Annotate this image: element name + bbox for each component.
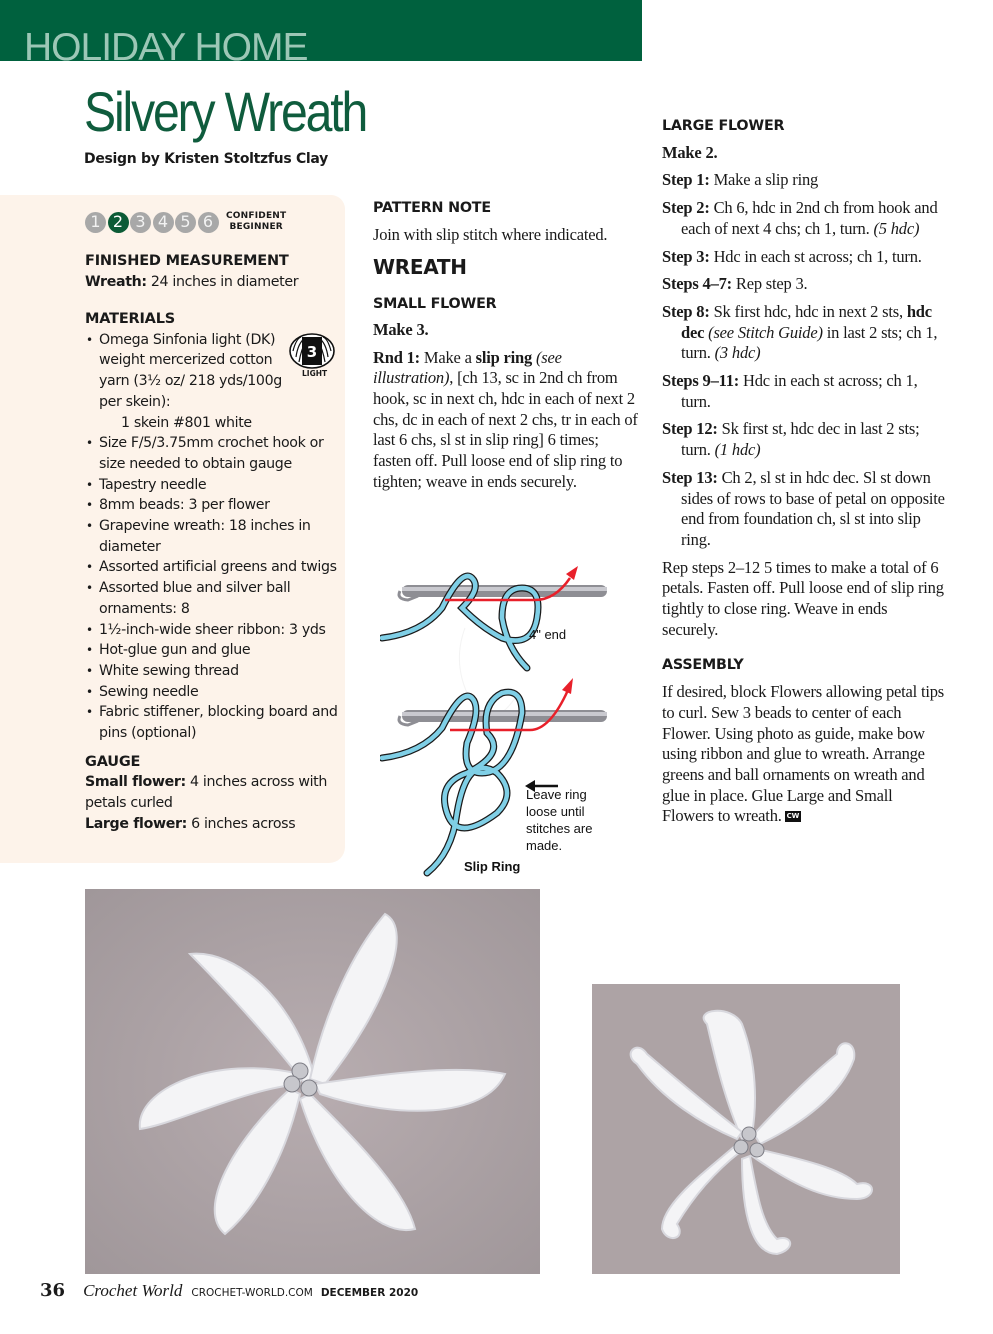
skill-dot-selected: 2 — [108, 212, 129, 233]
step-13: Step 13: Ch 2, sl st in hdc dec. Sl st down sides of rows to base of petal on opposite end from foundation ch, sl st into slip ring. — [662, 467, 945, 549]
list-item: • Assorted blue and silver ball ornaments: 8 — [85, 578, 340, 619]
finished-label: Wreath: — [85, 273, 147, 290]
page-title: Silvery Wreath — [84, 80, 367, 143]
small-flower-make: Make 3. — [373, 319, 429, 339]
section-label: HOLIDAY HOME — [24, 26, 308, 64]
repeat-text: Rep steps 2–12 5 times to make a total of 6 petals. Fasten off. Pull loose end of slip ring tightly to close ring. Weave in ends securely. — [662, 557, 944, 639]
website-link[interactable]: CROCHET-WORLD.COM — [191, 1287, 313, 1299]
skill-dot: 1 — [85, 212, 106, 233]
small-flower-heading: SMALL FLOWER — [373, 296, 497, 313]
rnd1-text: Rnd 1: Make a slip ring (see illustration), [ch 13, sc in 2nd ch from hook, sc in next ch, hdc in each of next 2 chs, dc in each of next 2 chs, tr in each of last 6 chs, sl st in slip ring] 6 times; fasten off. Pull loose end of slip ring to tighten; weave in ends securely. — [373, 347, 638, 491]
list-item: • Tapestry needle — [85, 475, 340, 496]
end-mark-badge: CW — [786, 812, 800, 821]
diagram-caption: Slip Ring — [464, 859, 521, 874]
issue-date: DECEMBER 2020 — [320, 1287, 419, 1299]
materials-list — [85, 330, 340, 744]
materials-section — [85, 309, 340, 835]
list-item: • Sewing needle — [85, 682, 340, 703]
small-flower-photo — [592, 984, 900, 1274]
skill-label: CONFIDENT BEGINNER — [226, 211, 287, 232]
flower-image — [592, 984, 900, 1274]
list-item: • Fabric stiffener, blocking board and pins (optional) — [85, 702, 340, 743]
skill-level — [85, 211, 286, 233]
materials-heading: MATERIALS — [85, 311, 175, 327]
list-item: • Assorted artificial greens and twigs — [85, 557, 340, 578]
list-item: • Size F/5/3.75mm crochet hook or size needed to obtain gauge — [85, 433, 340, 474]
list-item: • 1½-inch-wide sheer ribbon: 3 yds — [85, 620, 340, 641]
yarn-weight-number: 3 — [306, 343, 318, 361]
step-12: Step 12: Sk first st, hdc dec in last 2 sts; turn. (1 hdc) — [662, 419, 920, 460]
page-number: 36 — [40, 1280, 66, 1301]
step-2: Step 2: Ch 6, hdc in 2nd ch from hook and each of next 4 chs; ch 1, turn. (5 hdc) — [662, 198, 938, 238]
byline: Design by Kristen Stoltzfus Clay — [84, 151, 328, 167]
middle-column — [373, 198, 638, 492]
skill-dot: 6 — [198, 212, 219, 233]
flower-image — [85, 889, 540, 1274]
finished-heading: FINISHED MEASUREMENT — [85, 253, 289, 269]
skill-dot: 4 — [153, 212, 174, 233]
arrow-head-icon — [566, 566, 578, 580]
gauge-small-label: Small flower: — [85, 774, 186, 791]
diagram-label-leave: Leave ring loose until stitches are made. — [526, 787, 593, 853]
skill-dot: 5 — [175, 212, 196, 233]
assembly-text: If desired, block Flowers allowing petal tips to curl. Sew 3 beads to center of each Flower. Using photo as guide, make bow using ribbon and glue to wreath. Arrange greens and ball ornaments on wreath and glue in place. Glue Large and Small Flowers to wreath. CW — [662, 682, 944, 826]
pattern-note-text: Join with slip stitch where indicated. — [373, 224, 608, 244]
wreath-heading: WREATH — [373, 255, 467, 280]
step-8: Step 8: Sk first hdc, hdc in next 2 sts, hdc dec (see Stitch Guide) in last 2 sts; ch 1, turn. (3 hdc) — [662, 301, 938, 363]
gauge-small-value: 4 inches across with petals curled — [85, 774, 328, 812]
crochet-hook-icon — [399, 710, 607, 725]
step-1: Step 1: Make a slip ring — [662, 170, 819, 190]
step-3: Step 3: Hdc in each st across; ch 1, turn. — [662, 246, 922, 266]
finished-measurement — [85, 251, 340, 292]
arrow-head-icon — [562, 678, 573, 694]
right-column — [662, 116, 947, 827]
gauge-heading: GAUGE — [85, 753, 141, 770]
gauge-large-label: Large flower: — [85, 815, 187, 832]
large-flower-photo — [85, 889, 540, 1274]
large-flower-heading: LARGE FLOWER — [662, 118, 785, 134]
page-footer — [40, 1280, 418, 1301]
list-item: • White sewing thread — [85, 661, 340, 682]
gauge-large-value: 6 inches across — [186, 815, 296, 832]
list-item: • Hot-glue gun and glue — [85, 640, 340, 661]
assembly-heading: ASSEMBLY — [662, 657, 744, 674]
step-4-7: Steps 4–7: Rep step 3. — [662, 274, 808, 294]
magazine-name: Crochet World — [83, 1281, 183, 1300]
large-flower-make: Make 2. — [662, 142, 718, 162]
list-item: • Omega Sinfonia light (DK) weight mercerized cotton yarn (3½ oz/ 218 yds/100g per skein): 1 skein #801 white — [85, 330, 284, 434]
finished-value: 24 inches in diameter — [146, 273, 299, 290]
step-9-11: Steps 9–11: Hdc in each st across; ch 1, turn. — [662, 371, 918, 411]
skill-dot: 3 — [130, 212, 151, 233]
diagram-label-end: 4" end — [529, 627, 567, 642]
list-item: • 8mm beads: 3 per flower — [85, 495, 340, 516]
list-item: • Grapevine wreath: 18 inches in diameter — [85, 516, 340, 557]
pattern-note-heading: PATTERN NOTE — [373, 200, 491, 216]
materials-subline: 1 skein #801 white — [121, 414, 252, 431]
yarn-weight-label: LIGHT — [302, 369, 328, 378]
